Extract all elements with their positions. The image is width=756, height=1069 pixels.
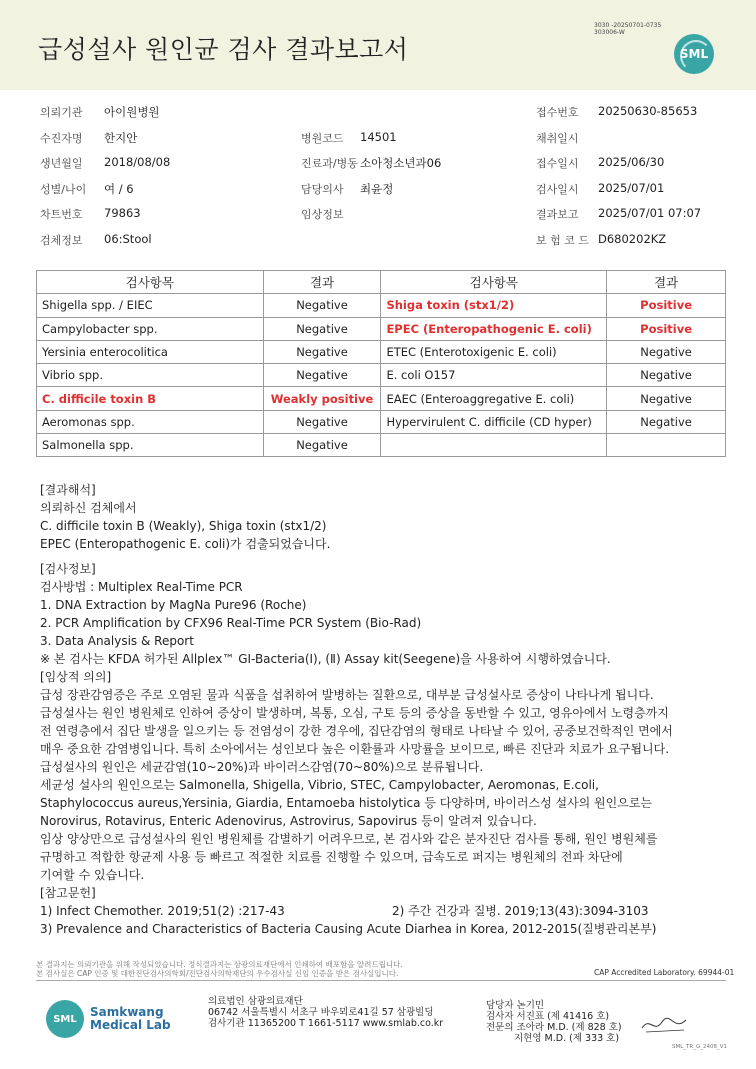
result-cell: Negative	[263, 364, 381, 387]
table-row	[37, 294, 726, 317]
table-row	[37, 434, 726, 457]
info-label: 차트번호	[40, 208, 83, 221]
info-label: 접수번호	[536, 106, 579, 119]
section-title: [결과해석]	[40, 483, 96, 497]
info-value: 아이원병원	[104, 105, 160, 119]
section-title: [검사정보]	[40, 562, 96, 576]
test-item-cell: Yersinia enterocolitica	[37, 340, 264, 363]
reference-1: 1) Infect Chemother. 2019;51(2) :217-43	[40, 904, 285, 918]
text-line: 급성 장관감염증은 주로 오염된 물과 식품을 섭취하여 발병하는 질환으로, 대부분 급성설사로 증상이 나타나게 됩니다.	[40, 688, 654, 702]
footer-divider	[36, 980, 726, 981]
text-line: 규명하고 적합한 항균제 사용 등 빠르고 적절한 치료를 진행할 수 있으며, 급속도로 퍼지는 병원체의 전파 차단에	[40, 850, 623, 864]
table-row	[37, 340, 726, 363]
text-line: 급성설사는 원인 병원체로 인하여 증상이 발생하며, 복통, 오심, 구토 등의 증상을 동반할 수 있고, 영유아에서 노령층까지	[40, 706, 669, 720]
text-line: 2. PCR Amplification by CFX96 Real-Time PCR System (Bio-Rad)	[40, 616, 422, 630]
info-label: 접수일시	[536, 157, 579, 170]
text-line: 세균성 설사의 원인으로는 Salmonella, Shigella, Vibrio, STEC, Campylobacter, Aeromonas, E.coli,	[40, 778, 599, 792]
info-value: 2018/08/08	[104, 155, 171, 169]
text-line: 의뢰하신 검체에서	[40, 501, 137, 515]
test-item-cell: Shigella spp. / EIEC	[37, 294, 264, 317]
reference-2: 2) 주간 건강과 질병. 2019;13(43):3094-3103	[392, 904, 649, 918]
info-value: 최윤정	[360, 181, 394, 196]
table-row	[37, 364, 726, 387]
info-label: 보 험 코 드	[536, 233, 589, 247]
result-cell: Negative	[263, 294, 381, 317]
test-item-cell: Campylobacter spp.	[37, 317, 264, 340]
info-value: 소아청소년과06	[360, 156, 442, 170]
info-row	[36, 200, 726, 226]
text-line: EPEC (Enteropathogenic E. coli)가 검출되었습니다.	[40, 537, 331, 551]
info-value: 한지안	[104, 130, 138, 145]
info-row	[36, 149, 726, 175]
form-version: SML_TR_G_2408_V1	[672, 1044, 728, 1050]
result-cell: Negative	[607, 410, 726, 433]
sml-logo-mark: SML	[46, 1000, 84, 1038]
info-value: 여 / 6	[104, 181, 134, 196]
result-cell: Positive	[607, 317, 726, 340]
info-value: D680202KZ	[598, 231, 667, 246]
info-row	[36, 226, 726, 252]
section-title: [임상적 의의]	[40, 670, 112, 684]
header-test-item: 검사항목	[37, 271, 264, 294]
info-label: 진료과/병동	[301, 157, 358, 170]
reference-3: 3) Prevalence and Characteristics of Bacteria Causing Acute Diarhea in Korea, 2012-2015(질병관리본부)	[40, 922, 657, 936]
test-item-cell: Shiga toxin (stx1/2)	[381, 294, 607, 317]
sml-logo: SML	[674, 34, 714, 74]
report-title: 급성설사 원인균 검사 결과보고서	[38, 35, 409, 64]
test-item-cell: E. coli O157	[381, 364, 607, 387]
header-result: 결과	[607, 271, 726, 294]
test-item-cell: Salmonella spp.	[37, 434, 264, 457]
info-label: 성별/나이	[40, 182, 87, 196]
result-cell: Negative	[263, 340, 381, 363]
section-title: [참고문헌]	[40, 886, 96, 900]
text-line: 기여할 수 있습니다.	[40, 868, 145, 882]
test-item-cell: Vibrio spp.	[37, 364, 264, 387]
test-item-cell: EPEC (Enteropathogenic E. coli)	[381, 317, 607, 340]
text-line: Staphylococcus aureus,Yersinia, Giardia, Entamoeba histolytica 등 다양하며, 바이러스성 설사의 원인으로는	[40, 796, 653, 810]
text-line: 매우 중요한 감염병입니다. 특히 소아에서는 성인보다 높은 이환률과 사망률을 보이므로, 빠른 진단과 치료가 요구됩니다.	[40, 742, 670, 756]
table-row	[37, 387, 726, 410]
staff-info: 담당자 논기민 검사자 서진표 (제 41416 호) 전문의 조아라 M.D. (제 828 호) 지현영 M.D. (제 333 호)	[486, 1000, 622, 1044]
info-label: 병원코드	[301, 131, 344, 145]
info-label: 임상정보	[301, 208, 344, 221]
info-label: 결과보고	[536, 208, 579, 221]
result-cell: Negative	[607, 340, 726, 363]
footer-note: 본 결과지는 의뢰기관을 위해 작성되었습니다. 정식결과지는 삼광의료재단에서 인쇄하여 배포함을 알려드립니다. 본 검사실은 CAP 인증 및 대한진단검사의학회/진단검사의학재단의 우수검사실 신임 인증을 받은 검사실입니다.	[36, 960, 403, 978]
text-line: ※ 본 검사는 KFDA 허가된 Allplex™ GI-Bacteria(Ⅰ), (Ⅱ) Assay kit(Seegene)을 사용하여 시행하였습니다.	[40, 652, 611, 666]
info-label: 채취일시	[536, 131, 579, 145]
text-line: 1. DNA Extraction by MagNa Pure96 (Roche)	[40, 598, 307, 612]
interpretation-section	[40, 481, 720, 553]
info-label: 생년월일	[40, 157, 83, 170]
info-label: 의뢰기관	[40, 106, 83, 119]
info-row	[36, 124, 726, 150]
text-line: 급성설사의 원인은 세균감염(10~20%)과 바이러스감염(70~80%)으로 분류됩니다.	[40, 760, 484, 774]
clinical-section	[40, 668, 720, 884]
text-line: 검사방법 : Multiplex Real-Time PCR	[40, 580, 243, 594]
result-cell: Negative	[263, 410, 381, 433]
result-cell: Positive	[607, 294, 726, 317]
report-header	[0, 0, 756, 90]
signature	[640, 1014, 690, 1036]
header-test-item: 검사항목	[381, 271, 607, 294]
test-item-cell: C. difficile toxin B	[37, 387, 264, 410]
table-row	[37, 410, 726, 433]
info-label: 검체정보	[40, 233, 83, 247]
result-cell: Negative	[263, 434, 381, 457]
info-label: 담당의사	[301, 182, 344, 196]
test-item-cell: EAEC (Enteroaggregative E. coli)	[381, 387, 607, 410]
info-row	[36, 175, 726, 201]
info-value: 14501	[360, 129, 397, 144]
text-line: C. difficile toxin B (Weakly), Shiga toxin (stx1/2)	[40, 519, 327, 533]
table-row	[37, 317, 726, 340]
info-label: 수진자명	[40, 131, 83, 145]
info-value: 79863	[104, 206, 141, 220]
patient-info	[36, 98, 726, 251]
header-result: 결과	[263, 271, 381, 294]
info-row	[36, 98, 726, 124]
info-label: 검사일시	[536, 182, 579, 196]
result-cell: Negative	[263, 317, 381, 340]
test-item-cell: ETEC (Enterotoxigenic E. coli)	[381, 340, 607, 363]
text-line: 3. Data Analysis & Report	[40, 634, 194, 648]
test-info-section	[40, 560, 720, 668]
info-value: 2025/06/30	[598, 155, 665, 169]
footer-logo: SML Samkwang Medical Lab	[46, 1000, 171, 1038]
reference-codes: 3030 -20250701-0735 303006-W	[594, 22, 662, 36]
text-line: 임상 양상만으로 급성설사의 원인 병원체를 감별하기 어려우므로, 본 검사와 같은 분자진단 검사를 통해, 원인 병원체를	[40, 832, 658, 846]
info-value: 06:Stool	[104, 231, 152, 246]
info-value: 20250630-85653	[598, 104, 698, 118]
cap-accreditation: CAP Accredited Laboratory. 69944-01	[594, 968, 735, 977]
references-section	[40, 884, 720, 938]
result-cell: Negative	[607, 364, 726, 387]
test-item-cell	[381, 434, 607, 457]
info-value: 2025/07/01 07:07	[598, 206, 702, 220]
test-item-cell: Hypervirulent C. difficile (CD hyper)	[381, 410, 607, 433]
result-cell: Weakly positive	[263, 387, 381, 410]
result-cell: Negative	[607, 387, 726, 410]
result-cell	[607, 434, 726, 457]
text-line: 전 연령층에서 집단 발생을 일으키는 등 전염성이 강한 경우에, 집단감염의 형태로 나타날 수 있어, 공중보건학적인 면에서	[40, 724, 673, 738]
info-value: 2025/07/01	[598, 180, 665, 195]
organization-info: 의료법인 삼광의료재단 06742 서울특별시 서초구 바우뫼로41길 57 삼광빌딩 검사기관 11365200 T 1661-5117 www.smlab.co.kr	[208, 996, 444, 1029]
results-table	[36, 270, 726, 457]
test-item-cell: Aeromonas spp.	[37, 410, 264, 433]
text-line: Norovirus, Rotavirus, Enteric Adenovirus, Astrovirus, Sapovirus 등이 알려져 있습니다.	[40, 814, 537, 828]
